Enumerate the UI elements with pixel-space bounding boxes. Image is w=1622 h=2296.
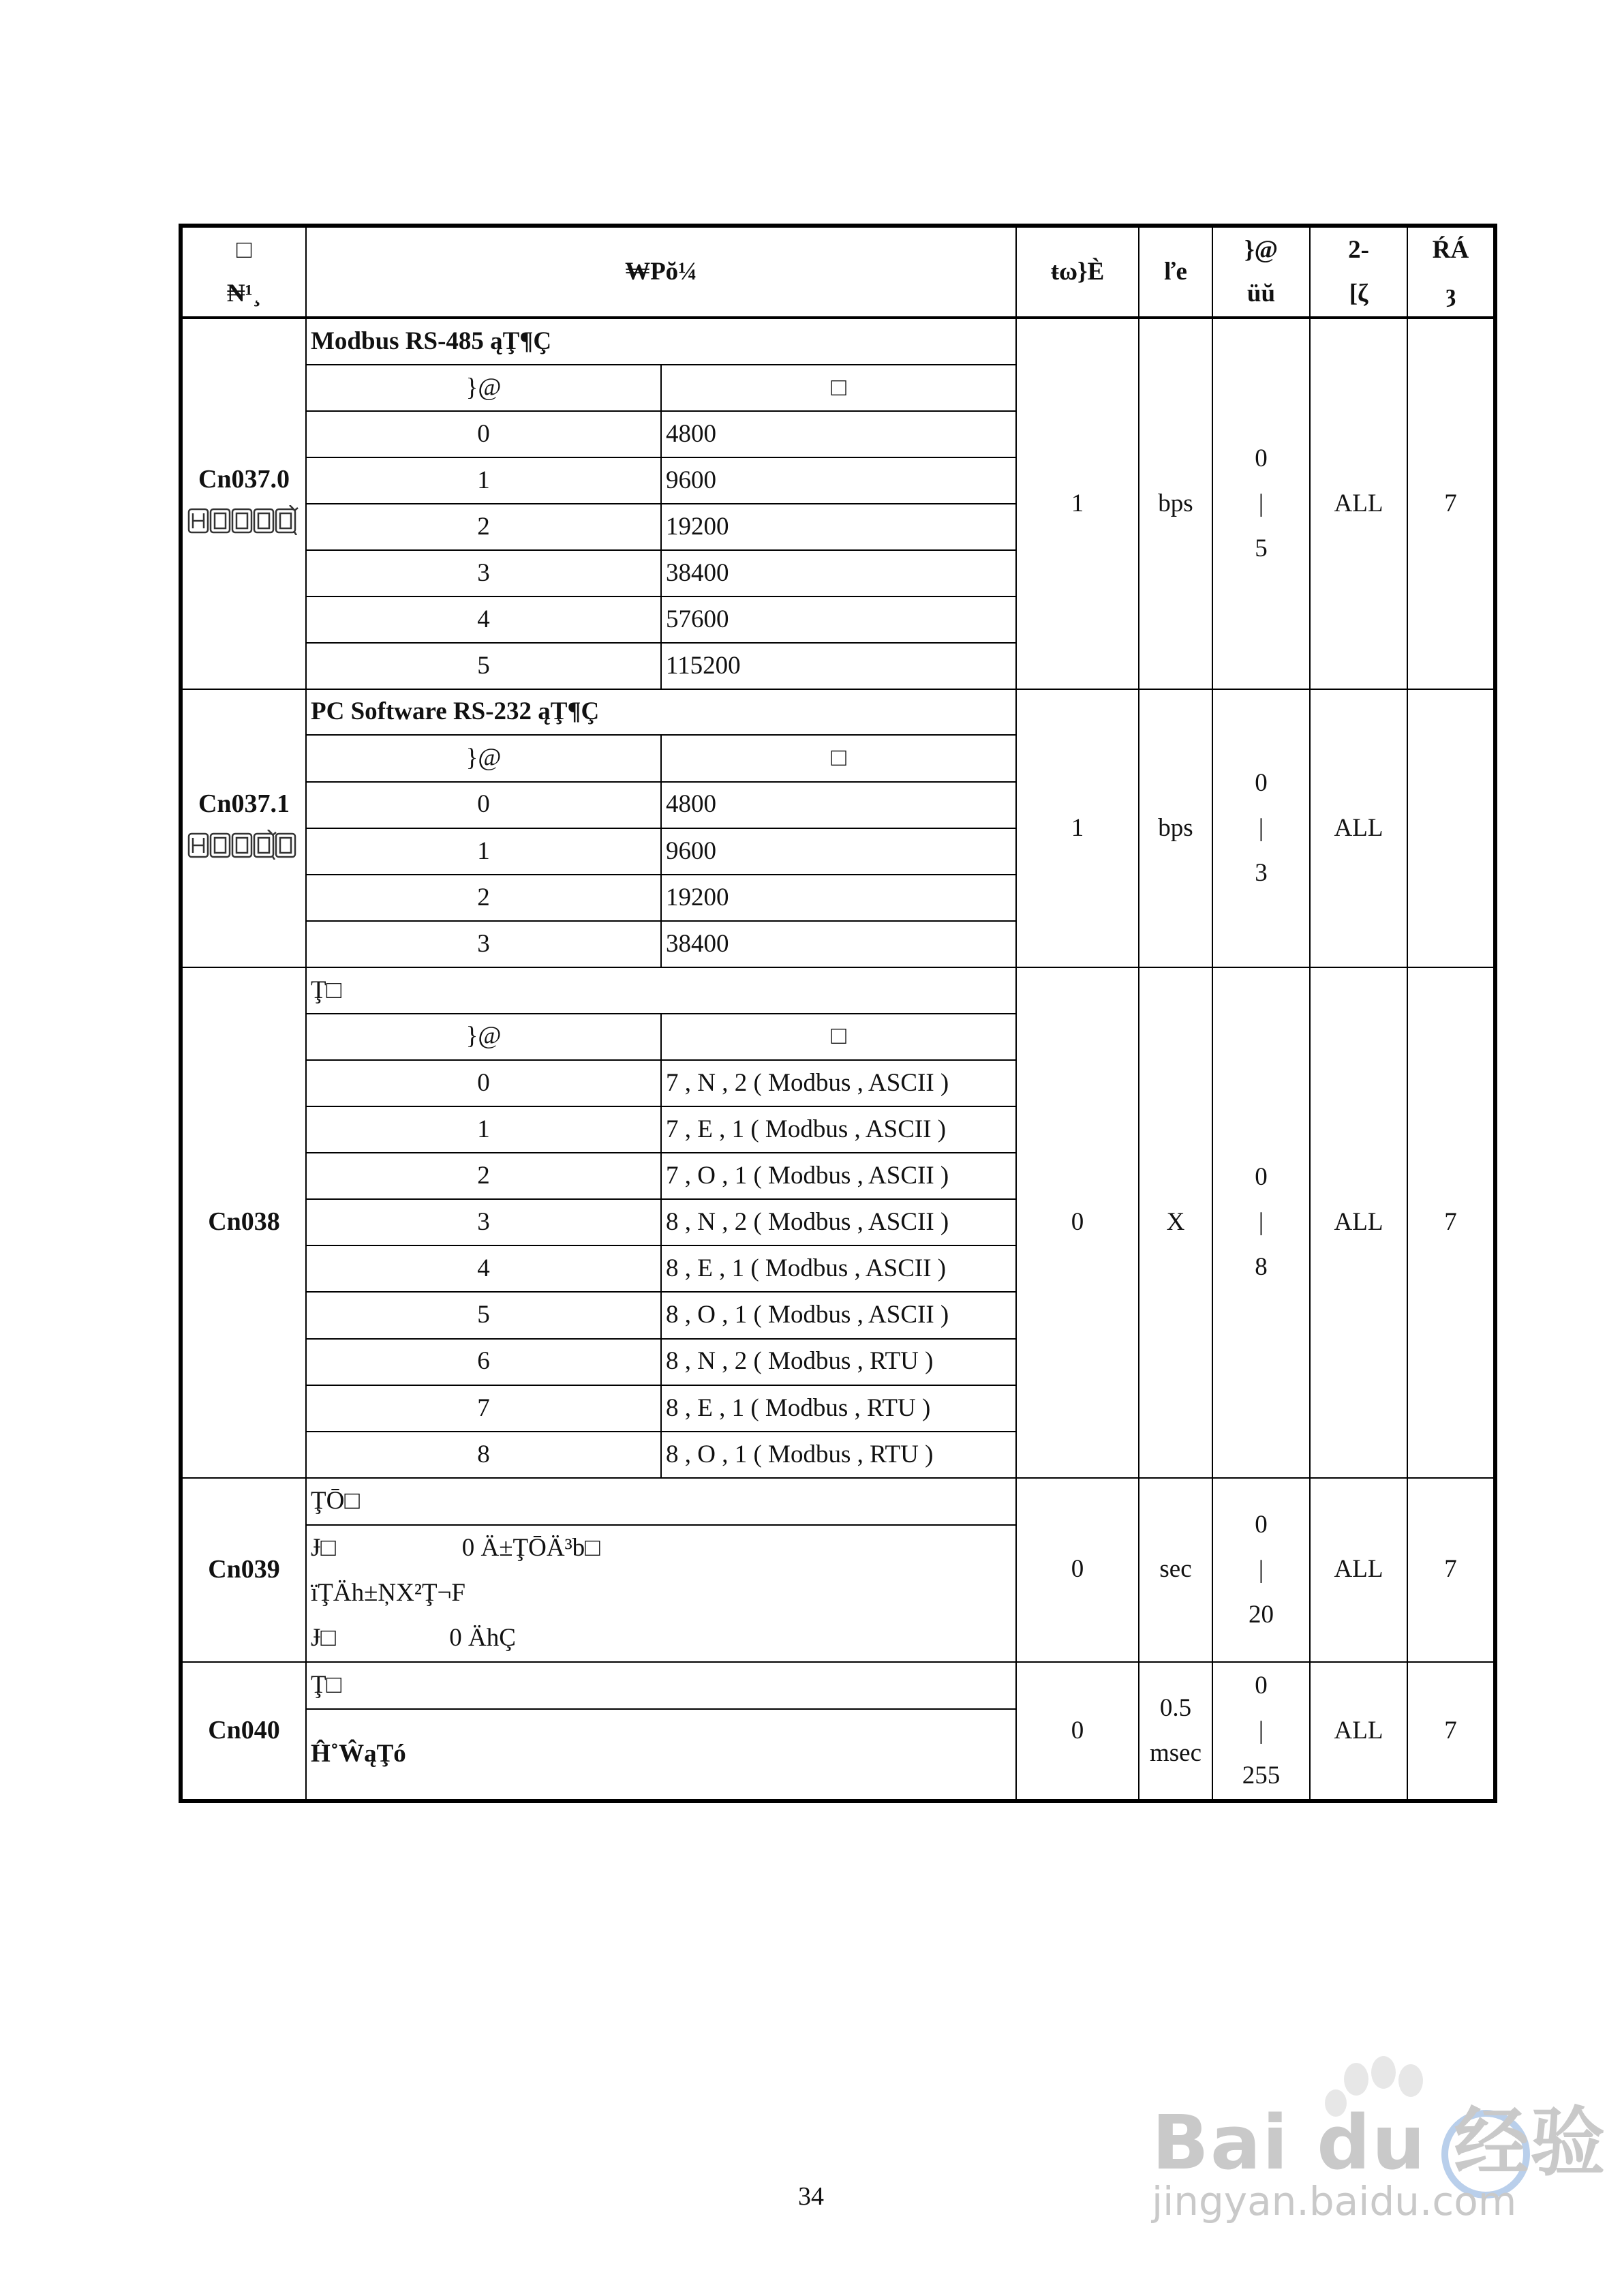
sub-header-set: }@ xyxy=(307,735,661,781)
option-meaning: 7 , N , 2 ( Modbus , ASCII ) xyxy=(661,1060,1015,1106)
setting-title: Ţ□ xyxy=(307,1663,1015,1709)
option-set: 2 xyxy=(307,1153,661,1199)
default-value: 0 xyxy=(1016,1478,1139,1662)
option-set: 1 xyxy=(307,1106,661,1153)
option-meaning: 57600 xyxy=(661,596,1015,643)
setting-title: Ţ□ xyxy=(307,968,1015,1014)
watermark-url: jingyan.baidu.com xyxy=(1152,2178,1517,2224)
option-meaning: 4800 xyxy=(661,411,1015,457)
range: 0 | 20 xyxy=(1212,1478,1310,1662)
table-row xyxy=(181,967,1495,1478)
unit: sec xyxy=(1139,1478,1212,1662)
control-mode: ALL xyxy=(1310,1478,1407,1662)
option-set: 6 xyxy=(307,1339,661,1385)
option-set: 5 xyxy=(307,643,661,689)
range: 0 | 3 xyxy=(1212,689,1310,967)
default-value: 1 xyxy=(1016,689,1139,967)
option-meaning: 7 , E , 1 ( Modbus , ASCII ) xyxy=(661,1106,1015,1153)
param-code: Cn039 xyxy=(181,1478,306,1662)
effect xyxy=(1407,689,1495,967)
range: 0 | 8 xyxy=(1212,967,1310,1478)
param-code: Cn037.0 xyxy=(198,465,290,494)
setting-title: ŢŌ□ xyxy=(307,1479,1015,1525)
description-subtable xyxy=(307,1663,1015,1799)
control-mode: ALL xyxy=(1310,689,1407,967)
description-cell xyxy=(306,1478,1016,1662)
default-value: 0 xyxy=(1016,967,1139,1478)
table-row xyxy=(181,318,1495,689)
header-default: ŧω}È xyxy=(1016,226,1139,318)
header-effect: ŔÁ ȝ xyxy=(1407,226,1495,318)
option-set: 3 xyxy=(307,550,661,596)
unit: X xyxy=(1139,967,1212,1478)
sub-header-set: }@ xyxy=(307,1014,661,1060)
segment-display-icon xyxy=(187,830,301,860)
effect: 7 xyxy=(1407,967,1495,1478)
option-meaning: 8 , N , 2 ( Modbus , ASCII ) xyxy=(661,1199,1015,1245)
segment-display-icon xyxy=(187,505,301,535)
option-meaning: 19200 xyxy=(661,875,1015,921)
option-meaning: 38400 xyxy=(661,550,1015,596)
setting-title: PC Software RS-232 ąŢ¶Ç xyxy=(307,690,1015,736)
sub-header-meaning: □ xyxy=(661,1014,1015,1060)
option-meaning: 7 , O , 1 ( Modbus , ASCII ) xyxy=(661,1153,1015,1199)
page-number: 34 xyxy=(798,2182,824,2211)
table-row xyxy=(181,1662,1495,1801)
option-meaning: 8 , E , 1 ( Modbus , RTU ) xyxy=(661,1385,1015,1432)
option-meaning: 8 , O , 1 ( Modbus , RTU ) xyxy=(666,1440,934,1468)
option-set: 3 xyxy=(307,1199,661,1245)
option-set: 7 xyxy=(307,1385,661,1432)
parameter-table xyxy=(179,224,1497,1803)
range: 0 | 255 xyxy=(1212,1662,1310,1801)
watermark-brand: Bai du 经验 xyxy=(1152,2099,1607,2186)
option-meaning: 9600 xyxy=(661,828,1015,875)
option-meaning: 38400 xyxy=(666,929,729,958)
control-mode: ALL xyxy=(1310,1662,1407,1801)
param-code: Cn037.1 xyxy=(198,789,290,819)
option-subtable xyxy=(307,968,1015,1477)
param-code: Cn040 xyxy=(181,1662,306,1801)
option-set: 2 xyxy=(307,504,661,550)
header-control-mode: 2- [ζ xyxy=(1310,226,1407,318)
option-subtable xyxy=(307,690,1015,967)
option-set: 1 xyxy=(307,457,661,504)
description-subtable xyxy=(307,1479,1015,1661)
option-meaning: 4800 xyxy=(661,782,1015,828)
option-set: 0 xyxy=(307,1060,661,1106)
range: 0 | 5 xyxy=(1212,318,1310,689)
description-text: Ɉ□ 0 Ä±ŢŌÄ³b□ ïŢÄh±ŅX²Ţ¬F Ɉ□ 0 ÄhÇ xyxy=(311,1534,600,1652)
header-unit: ľe xyxy=(1139,226,1212,318)
option-meaning: 8 , N , 2 ( Modbus , RTU ) xyxy=(661,1339,1015,1385)
option-meaning: 115200 xyxy=(666,651,741,680)
default-value: 0 xyxy=(1016,1662,1139,1801)
setting-title: Modbus RS-485 ąŢ¶Ç xyxy=(307,319,1015,365)
param-code: Cn038 xyxy=(181,967,306,1478)
option-meaning: 9600 xyxy=(661,457,1015,504)
option-meaning: 8 , O , 1 ( Modbus , ASCII ) xyxy=(661,1292,1015,1338)
description-cell xyxy=(306,967,1016,1478)
option-set: 0 xyxy=(307,411,661,457)
description-cell xyxy=(306,689,1016,967)
sub-header-meaning: □ xyxy=(661,365,1015,411)
option-meaning: 8 , E , 1 ( Modbus , ASCII ) xyxy=(661,1245,1015,1292)
control-mode: ALL xyxy=(1310,967,1407,1478)
option-meaning: 19200 xyxy=(661,504,1015,550)
header-range: }@ üŭ xyxy=(1212,226,1310,318)
description-cell xyxy=(306,1662,1016,1801)
option-set: 8 xyxy=(307,1432,661,1477)
unit: 0.5 msec xyxy=(1139,1662,1212,1801)
effect: 7 xyxy=(1407,318,1495,689)
option-set: 2 xyxy=(307,875,661,921)
effect: 7 xyxy=(1407,1478,1495,1662)
unit: bps xyxy=(1139,318,1212,689)
table-row xyxy=(181,1478,1495,1662)
header-param: □ ₦¹¸ xyxy=(181,226,306,318)
effect: 7 xyxy=(1407,1662,1495,1801)
sub-header-meaning: □ xyxy=(661,735,1015,781)
option-subtable xyxy=(307,319,1015,688)
option-set: 0 xyxy=(307,782,661,828)
header-description: ₩Ρŏ¼ xyxy=(306,226,1016,318)
param-cell xyxy=(181,689,306,967)
table-header-row xyxy=(181,226,1495,318)
control-mode: ALL xyxy=(1310,318,1407,689)
param-cell xyxy=(181,318,306,689)
table-row xyxy=(181,689,1495,967)
option-set: 4 xyxy=(307,1245,661,1292)
option-set: 3 xyxy=(307,921,661,967)
description-cell xyxy=(306,318,1016,689)
option-set: 4 xyxy=(307,596,661,643)
sub-header-set: }@ xyxy=(307,365,661,411)
option-set: 5 xyxy=(307,1292,661,1338)
description-text: Ĥ˚ŴąŢó xyxy=(311,1740,406,1768)
option-set: 1 xyxy=(307,828,661,875)
default-value: 1 xyxy=(1016,318,1139,689)
unit: bps xyxy=(1139,689,1212,967)
